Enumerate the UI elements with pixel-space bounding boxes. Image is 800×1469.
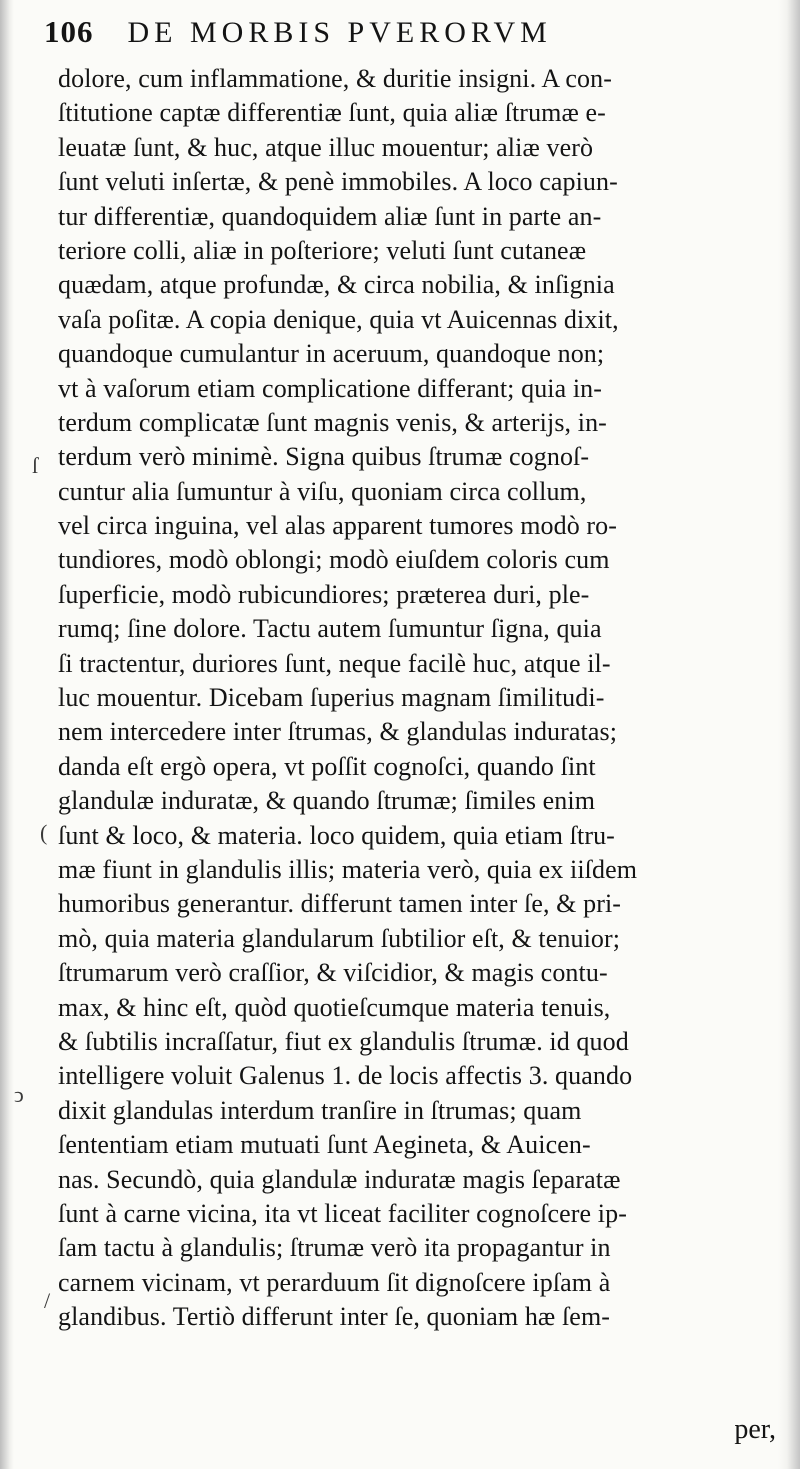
text-line: intelligere voluit Galenus 1. de locis affectis 3. quando: [58, 1061, 633, 1091]
text-line: max, & hinc eſt, quòd quotieſcumque materia tenuis,: [58, 992, 611, 1022]
text-line: teriore colli, aliæ in poſteriore; veluti ſunt cutaneæ: [58, 235, 587, 265]
page-number: 106: [44, 14, 94, 49]
text-line: mæ fiunt in glandulis illis; materia verò, quia ex iiſdem: [58, 854, 638, 884]
body-text: [58, 62, 788, 1334]
text-line: nas. Secundò, quia glandulæ induratæ magis ſeparatæ: [58, 1164, 621, 1194]
text-line: dixit glandulas interdum tranſire in ſtrumas; quam: [58, 1095, 582, 1125]
text-line: danda eſt ergò opera, vt poſſit cognoſci, quando ſint: [58, 751, 596, 781]
text-line: ſunt & loco, & materia. loco quidem, quia etiam ſtru-: [58, 820, 615, 850]
text-line: glandibus. Tertiò differunt inter ſe, quoniam hæ ſem-: [58, 1302, 611, 1332]
text-line: ſuperficie, modò rubicundiores; præterea duri, ple-: [58, 579, 590, 609]
text-line: tur differentiæ, quandoquidem aliæ ſunt in parte an-: [58, 201, 602, 231]
text-line: cuntur alia ſumuntur à viſu, quoniam circa collum,: [58, 476, 587, 506]
text-line: luc mouentur. Dicebam ſuperius magnam ſimilitudi-: [58, 683, 605, 713]
text-line: ſunt à carne vicina, ita vt liceat faciliter cognoſcere ip-: [58, 1198, 627, 1228]
text-line: tundiores, modò oblongi; modò eiuſdem coloris cum: [58, 545, 610, 575]
text-line: carnem vicinam, vt perarduum ſit dignoſcere ipſam à: [58, 1267, 611, 1297]
text-line: mò, quia materia glandularum ſubtilior eſt, & tenuior;: [58, 923, 621, 953]
text-line: humoribus generantur. differunt tamen inter ſe, & pri-: [58, 889, 622, 919]
margin-mark: ſ: [32, 453, 39, 478]
text-line: ſententiam etiam mutuati ſunt Aegineta, & Auicen-: [58, 1130, 591, 1160]
margin-mark: (: [40, 820, 48, 845]
text-line: dolore, cum inflammatione, & duritie insigni. A con-: [58, 64, 612, 93]
running-head: DE MORBIS PVERORVM: [127, 16, 552, 49]
catchword: per,: [734, 1414, 776, 1445]
text-line: ſunt veluti inſertæ, & penè immobiles. A loco capiun-: [58, 167, 618, 197]
text-line: terdum verò minimè. Signa quibus ſtrumæ cognoſ-: [58, 442, 590, 472]
text-line: ſi tractentur, duriores ſunt, neque facilè huc, atque il-: [58, 648, 611, 678]
text-line: quædam, atque profundæ, & circa nobilia, & inſignia: [58, 270, 615, 300]
text-line: quandoque cumulantur in aceruum, quandoque non;: [58, 339, 605, 369]
text-line: glandulæ induratæ, & quando ſtrumæ; ſimiles enim: [58, 786, 596, 816]
margin-mark: /: [44, 1288, 51, 1313]
margin-mark: ↄ: [14, 1082, 24, 1107]
text-line: nem intercedere inter ſtrumas, & glandulas induratas;: [58, 717, 618, 747]
text-line: leuatæ ſunt, & huc, atque illuc mouentur; aliæ verò: [58, 132, 594, 162]
page-header: [44, 14, 764, 62]
text-line: ſam tactu à glandulis; ſtrumæ verò ita propagantur in: [58, 1233, 611, 1263]
text-line: vaſa poſitæ. A copia denique, quia vt Auicennas dixit,: [58, 304, 619, 334]
text-line: & ſubtilis incraſſatur, fiut ex glandulis ſtrumæ. id quod: [58, 1026, 629, 1056]
text-line: vt à vaſorum etiam complicatione differant; quia in-: [58, 373, 603, 403]
text-line: ſtitutione captæ differentiæ ſunt, quia aliæ ſtrumæ e-: [58, 98, 606, 128]
text-line: vel circa inguina, vel alas apparent tumores modò ro-: [58, 511, 618, 541]
text-line: terdum complicatæ ſunt magnis venis, & arterijs, in-: [58, 407, 607, 437]
text-line: rumq; ſine dolore. Tactu autem ſumuntur ſigna, quia: [58, 614, 602, 644]
text-line: ſtrumarum verò craſſior, & viſcidior, & magis contu-: [58, 958, 608, 988]
page-left-edge-shadow: [0, 0, 14, 1469]
